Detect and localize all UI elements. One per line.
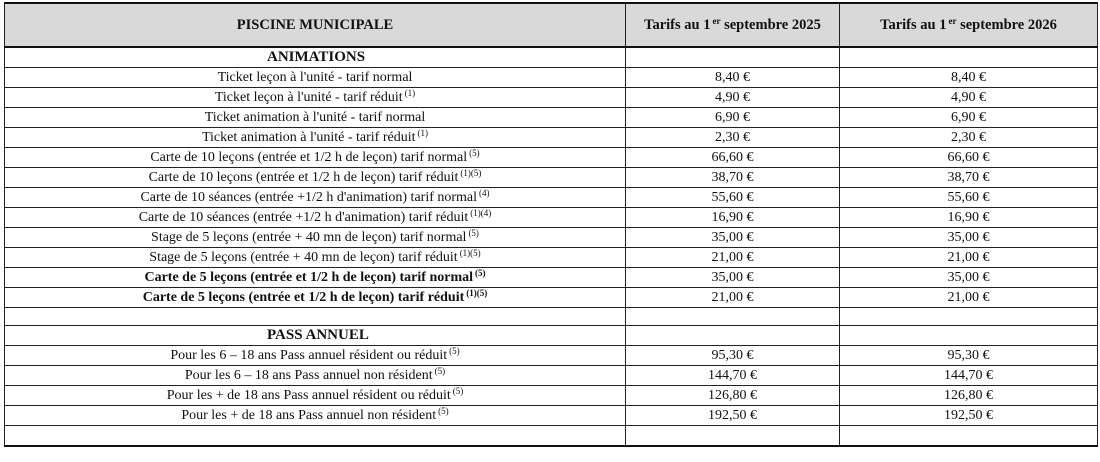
row-label-text: Carte de 10 séances (entrée +1/2 h d'animation) tarif réduit bbox=[138, 210, 469, 225]
header-2025 bbox=[626, 3, 840, 47]
row-label-text: Ticket animation à l'unité - tarif réduit bbox=[201, 130, 416, 145]
price-2026: 6,90 € bbox=[840, 108, 1098, 128]
price-2025: 16,90 € bbox=[626, 208, 840, 228]
price-2025: 55,60 € bbox=[626, 188, 840, 208]
row-label-text: Carte de 5 leçons (entrée et 1/2 h de leçon) tarif normal bbox=[144, 270, 473, 285]
row-label bbox=[5, 88, 626, 108]
section-row-animations bbox=[5, 47, 1098, 68]
header-2025-sup: er bbox=[712, 15, 721, 26]
row-label bbox=[5, 128, 626, 148]
price-2025: 8,40 € bbox=[626, 68, 840, 88]
price-2026: 2,30 € bbox=[840, 128, 1098, 148]
price-2025: 4,90 € bbox=[626, 88, 840, 108]
row-footnote: (5) bbox=[475, 268, 486, 278]
row-label-text: Carte de 10 leçons (entrée et 1/2 h de leçon) tarif normal bbox=[150, 150, 468, 165]
price-2026: 144,70 € bbox=[840, 366, 1098, 386]
empty-cell bbox=[5, 426, 626, 447]
row-label bbox=[5, 268, 626, 288]
row-label-text: Pour les 6 – 18 ans Pass annuel résident ou réduit bbox=[170, 348, 448, 363]
table-row bbox=[5, 168, 1098, 188]
price-2026: 16,90 € bbox=[840, 208, 1098, 228]
row-label bbox=[5, 108, 626, 128]
table-row bbox=[5, 68, 1098, 88]
header-2026-suffix: septembre 2026 bbox=[956, 16, 1057, 33]
row-label bbox=[5, 68, 626, 88]
price-2026: 126,80 € bbox=[840, 386, 1098, 406]
price-2025: 126,80 € bbox=[626, 386, 840, 406]
row-footnote: (1)(5) bbox=[466, 288, 488, 298]
empty-cell bbox=[626, 47, 840, 68]
row-footnote: (5) bbox=[434, 366, 446, 376]
price-2026: 192,50 € bbox=[840, 406, 1098, 426]
row-label-text: Carte de 10 leçons (entrée et 1/2 h de leçon) tarif réduit bbox=[148, 170, 459, 185]
table-row bbox=[5, 128, 1098, 148]
header-2025-prefix: Tarifs au 1 bbox=[644, 16, 711, 33]
table-row bbox=[5, 88, 1098, 108]
price-2025: 144,70 € bbox=[626, 366, 840, 386]
empty-cell bbox=[5, 308, 626, 326]
price-2025: 95,30 € bbox=[626, 346, 840, 366]
price-2025: 66,60 € bbox=[626, 148, 840, 168]
price-2026: 21,00 € bbox=[840, 288, 1098, 308]
price-2025: 21,00 € bbox=[626, 288, 840, 308]
row-footnote: (1)(5) bbox=[459, 248, 481, 258]
row-label-text: Ticket animation à l'unité - tarif normal bbox=[204, 110, 426, 125]
price-2026: 66,60 € bbox=[840, 148, 1098, 168]
empty-cell bbox=[840, 426, 1098, 447]
row-footnote: (5) bbox=[438, 406, 449, 416]
price-2026: 8,40 € bbox=[840, 68, 1098, 88]
table-row bbox=[5, 386, 1098, 406]
row-footnote: (1) bbox=[417, 128, 428, 138]
section-title-animations: ANIMATIONS bbox=[5, 47, 626, 68]
header-title: PISCINE MUNICIPALE bbox=[5, 3, 626, 47]
empty-cell bbox=[626, 326, 840, 346]
price-2025: 38,70 € bbox=[626, 168, 840, 188]
row-label-text: Pour les + de 18 ans Pass annuel résident ou réduit bbox=[166, 388, 451, 403]
price-2025: 2,30 € bbox=[626, 128, 840, 148]
table-row bbox=[5, 188, 1098, 208]
table-row bbox=[5, 346, 1098, 366]
row-label bbox=[5, 366, 626, 386]
price-2026: 95,30 € bbox=[840, 346, 1098, 366]
row-label bbox=[5, 188, 626, 208]
empty-cell bbox=[626, 426, 840, 447]
row-label-text: Carte de 10 séances (entrée +1/2 h d'animation) tarif normal bbox=[140, 190, 478, 205]
price-2026: 38,70 € bbox=[840, 168, 1098, 188]
row-footnote: (4) bbox=[479, 188, 490, 198]
price-2026: 55,60 € bbox=[840, 188, 1098, 208]
empty-cell bbox=[626, 308, 840, 326]
row-label bbox=[5, 168, 626, 188]
section-row-pass-annuel bbox=[5, 326, 1098, 346]
price-2026: 21,00 € bbox=[840, 248, 1098, 268]
table-row bbox=[5, 248, 1098, 268]
header-2026-sup: er bbox=[948, 15, 957, 26]
row-footnote: (5) bbox=[468, 228, 479, 238]
header-2025-suffix: septembre 2025 bbox=[720, 16, 821, 33]
row-footnote: (5) bbox=[452, 386, 464, 396]
empty-row bbox=[5, 308, 1098, 326]
table-row bbox=[5, 288, 1098, 308]
empty-cell bbox=[840, 47, 1098, 68]
price-2025: 35,00 € bbox=[626, 268, 840, 288]
table-row bbox=[5, 228, 1098, 248]
price-2025: 6,90 € bbox=[626, 108, 840, 128]
row-label bbox=[5, 406, 626, 426]
row-label bbox=[5, 288, 626, 308]
row-label-text: Pour les 6 – 18 ans Pass annuel non résident bbox=[184, 368, 433, 383]
row-label-text: Pour les + de 18 ans Pass annuel non résident bbox=[181, 408, 437, 423]
row-label bbox=[5, 148, 626, 168]
price-table-container bbox=[4, 2, 1098, 447]
row-footnote: (1) bbox=[404, 88, 416, 98]
row-label bbox=[5, 346, 626, 366]
price-table bbox=[4, 2, 1098, 447]
table-header-row bbox=[5, 3, 1098, 47]
row-footnote: (1)(4) bbox=[470, 208, 492, 218]
row-label-text: Stage de 5 leçons (entrée + 40 mn de leçon) tarif normal bbox=[151, 230, 467, 245]
row-label-text: Ticket leçon à l'unité - tarif normal bbox=[217, 70, 413, 85]
header-2026-prefix: Tarifs au 1 bbox=[880, 16, 947, 33]
table-row bbox=[5, 148, 1098, 168]
row-footnote: (5) bbox=[469, 148, 480, 158]
row-label bbox=[5, 208, 626, 228]
row-footnote: (5) bbox=[449, 346, 460, 356]
empty-cell bbox=[840, 308, 1098, 326]
price-2026: 35,00 € bbox=[840, 228, 1098, 248]
section-title-pass-annuel: PASS ANNUEL bbox=[5, 326, 626, 346]
price-2025: 21,00 € bbox=[626, 248, 840, 268]
row-label-text: Ticket leçon à l'unité - tarif réduit bbox=[214, 90, 403, 105]
header-2026 bbox=[840, 3, 1098, 47]
row-label-text: Stage de 5 leçons (entrée + 40 mn de leçon) tarif réduit bbox=[149, 250, 458, 265]
row-label bbox=[5, 386, 626, 406]
price-2026: 35,00 € bbox=[840, 268, 1098, 288]
table-row bbox=[5, 208, 1098, 228]
empty-cell bbox=[840, 326, 1098, 346]
price-2026: 4,90 € bbox=[840, 88, 1098, 108]
row-footnote: (1)(5) bbox=[460, 168, 482, 178]
table-row bbox=[5, 366, 1098, 386]
table-row bbox=[5, 268, 1098, 288]
price-2025: 192,50 € bbox=[626, 406, 840, 426]
row-label-text: Carte de 5 leçons (entrée et 1/2 h de leçon) tarif réduit bbox=[142, 290, 465, 305]
table-row bbox=[5, 406, 1098, 426]
row-label bbox=[5, 228, 626, 248]
price-2025: 35,00 € bbox=[626, 228, 840, 248]
table-row bbox=[5, 108, 1098, 128]
empty-row bbox=[5, 426, 1098, 447]
row-label bbox=[5, 248, 626, 268]
